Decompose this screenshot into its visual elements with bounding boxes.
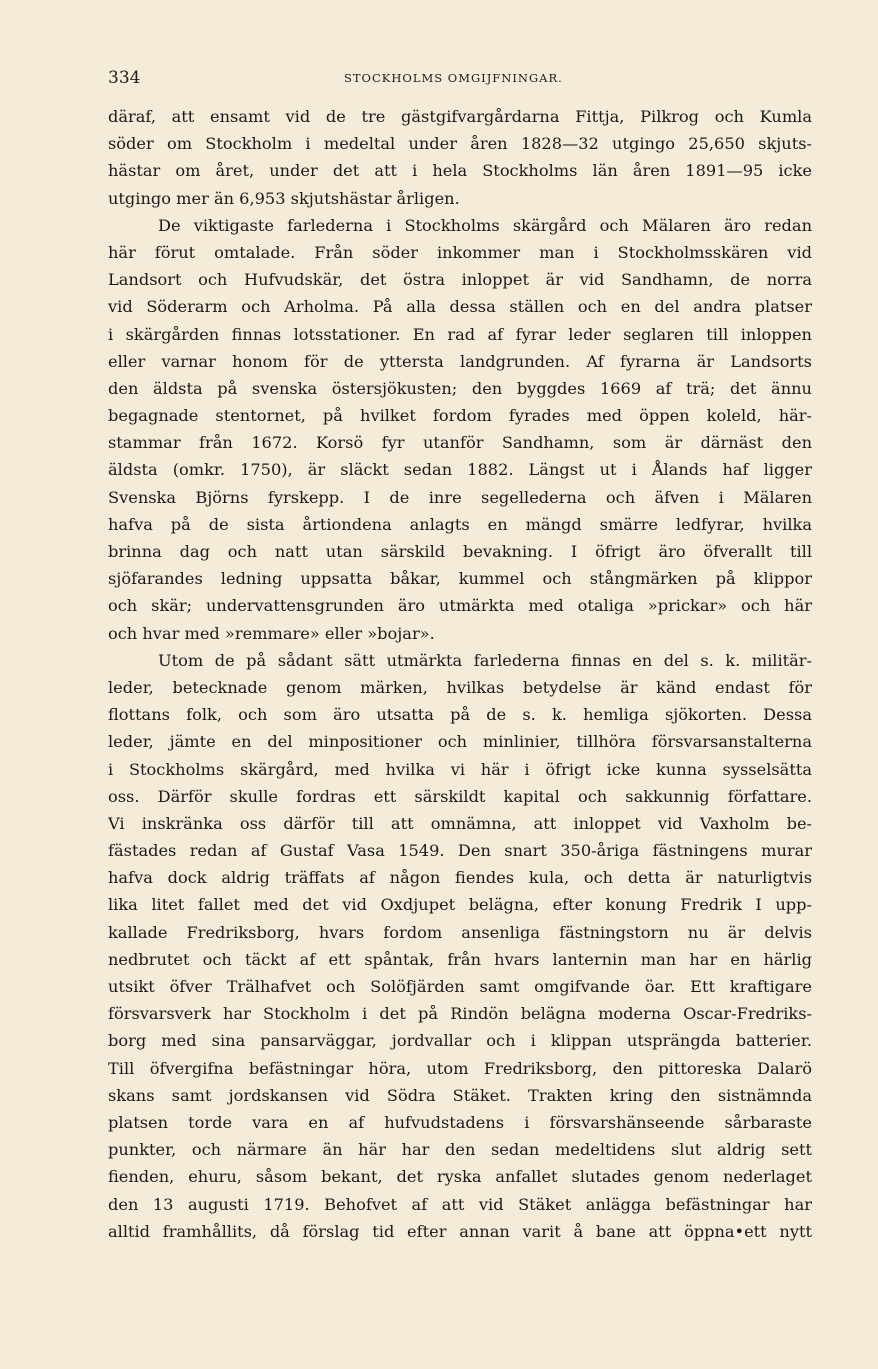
page-number: 334 — [108, 68, 141, 88]
text-line: Landsort och Hufvudskär, det östra inloppet är vid Sandhamn, de norra — [108, 270, 812, 290]
text-line: Utom de på sådant sätt utmärkta farlederna finnas en del s. k. militär- — [158, 650, 812, 670]
text-line: leder, betecknade genom märken, hvilkas betydelse är känd endast för — [108, 677, 812, 697]
text-line: försvarsverk har Stockholm i det på Rindön belägna moderna Oscar-Fredriks- — [108, 1004, 812, 1024]
text-line: söder om Stockholm i medeltal under åren 1828—32 utgingo 25,650 skjuts- — [108, 134, 812, 154]
text-line: äldsta (omkr. 1750), är släckt sedan 1882. Längst ut i Ålands haf ligger — [108, 460, 812, 480]
text-line: punkter, och närmare än här har den sedan medeltidens slut aldrig sett — [108, 1140, 812, 1160]
text-line: den äldsta på svenska östersjökusten; den byggdes 1669 af trä; det ännu — [108, 378, 812, 398]
text-line: flottans folk, och som äro utsatta på de s. k. hemliga sjökorten. Dessa — [108, 705, 812, 725]
text-line: Vi inskränka oss därför till att omnämna, att inloppet vid Vaxholm be- — [108, 813, 812, 833]
text-line: hästar om året, under det att i hela Stockholms län åren 1891—95 icke — [108, 161, 812, 181]
text-line: och hvar med »remmare» eller »bojar». — [108, 623, 435, 643]
text-line: utgingo mer än 6,953 skjutshästar årligen. — [108, 188, 460, 208]
text-line: vid Söderarm och Arholma. På alla dessa ställen och en del andra platser — [108, 297, 812, 317]
text-line: begagnade stentornet, på hvilket fordom fyrades med öppen koleld, här- — [108, 406, 812, 426]
text-line: fästades redan af Gustaf Vasa 1549. Den snart 350-åriga fästningens murar — [108, 841, 812, 861]
text-line: fienden, ehuru, såsom bekant, det ryska anfallet slutades genom nederlaget — [108, 1167, 812, 1187]
text-line: skans samt jordskansen vid Södra Stäket. Trakten kring den sistnämnda — [108, 1085, 812, 1105]
text-line: brinna dag och natt utan särskild bevakning. I öfrigt äro öfverallt till — [108, 542, 812, 561]
text-line: De viktigaste farlederna i Stockholms skärgård och Mälaren äro redan — [158, 215, 812, 235]
text-line: och skär; undervattensgrunden äro utmärkta med otaliga »prickar» och här — [108, 596, 812, 616]
text-line: sjöfarandes ledning uppsatta båkar, kummel och stångmärken på klippor — [108, 569, 812, 589]
text-line: kallade Fredriksborg, hvars fordom ansenliga fästningstorn nu är delvis — [108, 922, 812, 942]
text-line: oss. Därför skulle fordras ett särskildt kapital och sakkunnig författare. — [108, 786, 812, 806]
text-line: stammar från 1672. Korsö fyr utanför Sandhamn, som är därnäst den — [108, 433, 812, 453]
text-line: lika litet fallet med det vid Oxdjupet belägna, efter konung Fredrik I upp- — [108, 895, 812, 915]
text-line: i Stockholms skärgård, med hvilka vi här i öfrigt icke kunna sysselsätta — [108, 759, 812, 779]
text-line: eller varnar honom för de yttersta landgrunden. Af fyrarna är Landsorts — [108, 351, 812, 371]
text-line: alltid framhållits, då förslag tid efter annan varit å bane att öppna•ett nytt — [108, 1221, 812, 1241]
text-line: utsikt öfver Trälhafvet och Solöfjärden samt omgifvande öar. Ett kraftigare — [108, 977, 812, 996]
text-line: Till öfvergifna befästningar höra, utom Fredriksborg, den pittoreska Dalarö — [108, 1058, 812, 1078]
text-line: borg med sina pansarväggar, jordvallar och i klippan utsprängda batterier. — [108, 1031, 812, 1051]
text-line: nedbrutet och täckt af ett spåntak, från hvars lanternin man har en härlig — [108, 949, 812, 969]
body-text — [108, 103, 812, 1245]
text-line: hafva på de sista årtiondena anlagts en mängd smärre ledfyrar, hvilka — [108, 514, 812, 534]
text-line: däraf, att ensamt vid de tre gästgifvargårdarna Fittja, Pilkrog och Kumla — [108, 107, 812, 126]
text-line: i skärgården finnas lotsstationer. En rad af fyrar leder seglaren till inloppen — [108, 324, 812, 344]
running-title: STOCKHOLMS OMGIJFNINGAR. — [344, 71, 563, 85]
text-line: hafva dock aldrig träffats af någon fiendes kula, och detta är naturligtvis — [108, 868, 812, 888]
text-line: den 13 augusti 1719. Behofvet af att vid Stäket anlägga befästningar har — [108, 1194, 812, 1214]
text-line: leder, jämte en del minpositioner och minlinier, tillhöra försvarsanstalterna — [108, 732, 812, 752]
text-line: Svenska Björns fyrskepp. I de inre segellederna och äfven i Mälaren — [108, 487, 812, 507]
text-line: platsen torde vara en af hufvudstadens i försvarshänseende sårbaraste — [108, 1112, 812, 1132]
text-line: här förut omtalade. Från söder inkommer man i Stockholmsskären vid — [108, 242, 812, 262]
page-header — [108, 68, 812, 90]
